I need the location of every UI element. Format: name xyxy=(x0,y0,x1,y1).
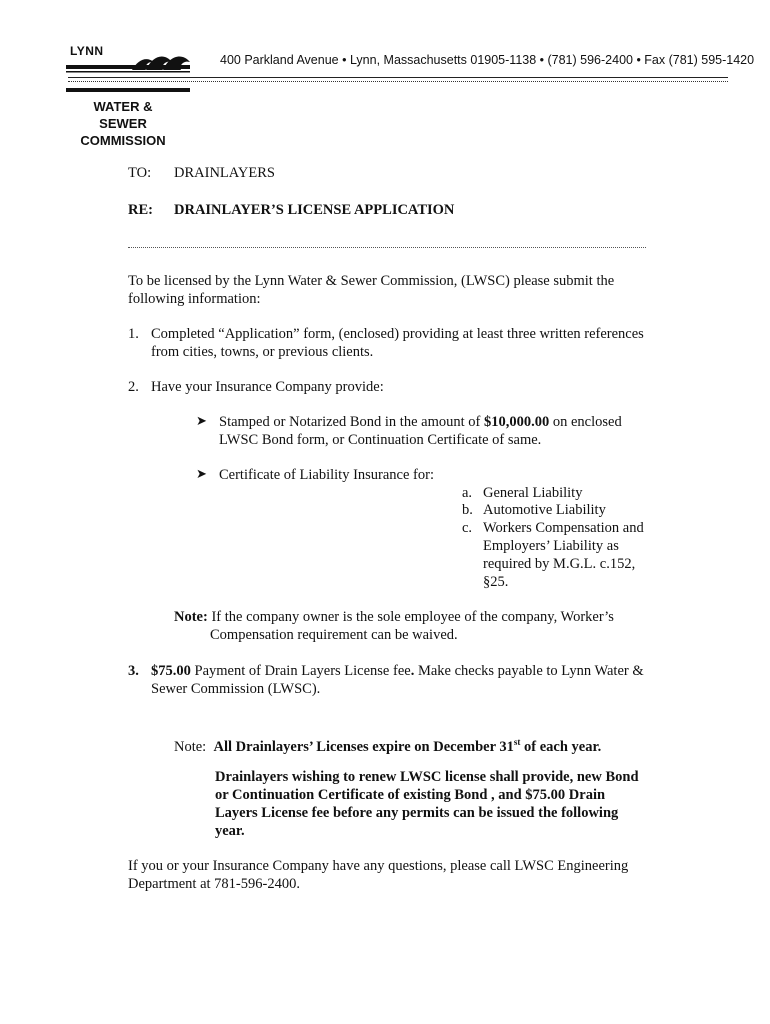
renewal-paragraph: Drainlayers wishing to renew LWSC license shall provide, new Bond or Continuation Certificate of existing Bond , and $75.00 Drain Layers License fee before any permits can be issued the following year. xyxy=(215,769,639,839)
item3-number: 3. xyxy=(128,663,139,679)
org-name: WATER & SEWER COMMISSION xyxy=(80,99,166,148)
header-rule-dotted xyxy=(68,81,728,83)
arrowhead-bullet-icon: ➤ xyxy=(196,413,207,428)
sub-item-general-liability: General Liability xyxy=(483,485,583,501)
to-value: DRAINLAYERS xyxy=(174,165,275,181)
sub-item-workers-comp: Workers Compensation and Employers’ Liability as required by M.G.L. c.152, §25. xyxy=(483,520,644,590)
re-label: RE: xyxy=(128,202,153,218)
to-label: TO: xyxy=(128,165,152,181)
sub-letter-c: c. xyxy=(462,520,473,536)
liability-bullet: Certificate of Liability Insurance for: xyxy=(219,467,434,483)
item2-text: Have your Insurance Company provide: xyxy=(151,379,384,395)
separator-line xyxy=(128,247,646,250)
re-value: DRAINLAYER’S LICENSE APPLICATION xyxy=(174,202,455,218)
sub-letter-b: b. xyxy=(462,502,473,518)
item3-text: $75.00 Payment of Drain Layers License fee. Make checks payable to Lynn Water & Sewer Commission (LWSC). xyxy=(151,663,644,697)
bond-bullet: Stamped or Notarized Bond in the amount of $10,000.00 on enclosed LWSC Bond form, or Continuation Certificate of same. xyxy=(219,414,622,448)
closing-paragraph: If you or your Insurance Company have any questions, please call LWSC Engineering Department at 781-596-2400. xyxy=(128,858,629,892)
note-sole-employee: Note: If the company owner is the sole employee of the company, Worker’s Compensation requirement can be waived. xyxy=(174,609,614,643)
item1-number: 1. xyxy=(128,326,139,342)
address-line: 400 Parkland Avenue • Lynn, Massachusetts 01905-1138 • (781) 596-2400 • Fax (781) 595-1420 xyxy=(220,53,755,67)
note-expiration: Note: All Drainlayers’ Licenses expire on December 31st of each year. xyxy=(174,737,602,755)
item2-number: 2. xyxy=(128,379,139,395)
arrowhead-bullet-icon: ➤ xyxy=(196,466,207,481)
intro-paragraph: To be licensed by the Lynn Water & Sewer Commission, (LWSC) please submit the following information: xyxy=(128,273,615,307)
item1-text: Completed “Application” form, (enclosed) providing at least three written references from cities, towns, or previous clients. xyxy=(151,326,644,360)
sub-item-automotive-liability: Automotive Liability xyxy=(483,502,606,518)
sub-letter-a: a. xyxy=(462,485,473,501)
logo-wordmark: LYNN xyxy=(70,44,104,58)
header-rule xyxy=(68,77,728,78)
